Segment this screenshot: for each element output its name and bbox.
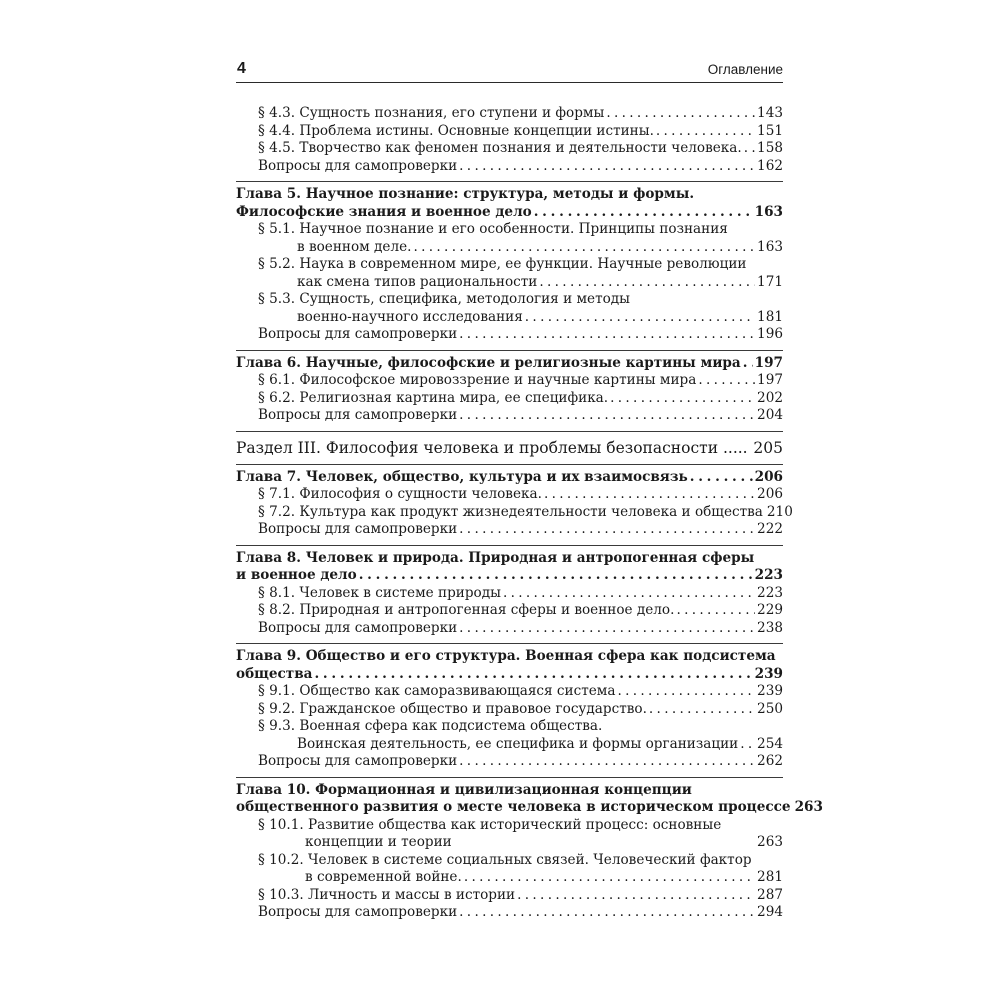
toc-line-text: Вопросы для самопроверки	[258, 753, 458, 769]
toc-block-chapter	[236, 464, 793, 539]
toc-line-text: Глава 8. Человек и природа. Природная и антропогенная сферы	[236, 549, 755, 566]
review-questions-entry[interactable]	[236, 753, 783, 771]
review-questions-entry[interactable]	[236, 326, 783, 344]
toc-page-number: 262	[757, 753, 783, 769]
running-title: Оглавление	[707, 62, 783, 77]
leader-dots	[464, 869, 755, 887]
toc-line-text: § 6.1. Философское мировоззрение и научные картины мира	[258, 372, 697, 388]
toc-page-number: 263	[794, 799, 823, 815]
entry-line	[258, 852, 783, 870]
entry-line	[258, 736, 783, 754]
leader-dots	[676, 602, 755, 620]
toc-line-text: § 8.2. Природная и антропогенная сферы и военное дело.	[258, 602, 675, 618]
toc-page-number: 250	[757, 700, 783, 717]
entry-line	[258, 834, 783, 852]
toc-line-text: военно-научного исследования	[297, 308, 523, 325]
toc-page-number: 229	[757, 602, 783, 618]
toc-page-number: 196	[757, 326, 783, 342]
entry-line	[258, 390, 783, 408]
toc-block-chapter	[236, 545, 783, 638]
paragraph-entry[interactable]	[236, 291, 783, 326]
paragraph-entry[interactable]	[236, 602, 783, 620]
entry-line	[258, 239, 783, 257]
leader-dots	[459, 620, 755, 638]
entry-line	[258, 753, 783, 771]
title-line	[236, 186, 783, 204]
title-line	[236, 782, 783, 800]
entry-line	[258, 158, 783, 176]
leader-dots	[610, 390, 755, 408]
entry-line	[258, 585, 783, 603]
toc-page-number: 151	[757, 122, 783, 139]
review-questions-entry[interactable]	[236, 407, 783, 425]
paragraph-entry[interactable]	[236, 390, 783, 408]
toc-line-text: § 10.3. Личность и массы в истории	[258, 886, 516, 903]
toc-block-chapter	[236, 643, 783, 771]
title-line	[236, 666, 783, 684]
toc-line-text: § 5.1. Научное познание и его особенности. Принципы познания	[258, 221, 728, 237]
leader-dots	[617, 683, 755, 701]
leader-dots	[740, 736, 755, 754]
entry-line	[258, 274, 783, 292]
entry-line	[258, 140, 783, 158]
paragraph-entry[interactable]	[236, 817, 783, 852]
toc-line-text: Философские знания и военное дело	[236, 203, 532, 220]
toc-line-text: в современной войне.	[305, 869, 462, 885]
toc-line-text: Вопросы для самопроверки	[258, 157, 458, 174]
toc-line-text: § 7.2. Культура как продукт жизнедеятельности человека и общества	[258, 503, 763, 520]
entry-line	[258, 326, 783, 344]
table-of-contents	[236, 105, 823, 922]
leader-dots	[544, 486, 755, 504]
chapter-title[interactable]	[236, 550, 783, 585]
entry-line	[258, 309, 783, 327]
toc-line-text: § 4.3. Сущность познания, его ступени и формы	[258, 105, 605, 121]
leader-dots	[750, 438, 752, 458]
toc-line-text: общественного развития о месте человека в историческом процессе	[236, 799, 791, 815]
toc-line-text: Вопросы для самопроверки	[258, 521, 458, 537]
review-questions-entry[interactable]	[236, 904, 783, 922]
toc-page-number: 222	[757, 521, 783, 537]
paragraph-entry[interactable]	[236, 852, 783, 887]
toc-page-number: 197	[754, 354, 783, 371]
toc-page-number: 206	[757, 486, 783, 502]
leader-dots	[459, 158, 755, 176]
title-line	[236, 567, 783, 585]
toc-line-text: Вопросы для самопроверки	[258, 326, 458, 342]
toc-line-text: Раздел III. Философия человека и проблемы безопасности .....	[236, 438, 748, 457]
toc-line-text: Глава 10. Формационная и цивилизационная концепции	[236, 781, 692, 798]
entry-line	[258, 887, 783, 905]
toc-page-number: 202	[757, 389, 783, 406]
toc-line-text: § 9.3. Военная сфера как подсистема общества.	[258, 718, 603, 734]
title-line	[236, 204, 783, 222]
leader-dots	[606, 105, 755, 123]
toc-line-text: § 5.3. Сущность, специфика, методология и методы	[258, 291, 630, 307]
title-line	[236, 355, 783, 373]
leader-dots	[534, 204, 753, 222]
toc-block-section	[236, 431, 783, 458]
entry-line	[258, 123, 783, 141]
toc-block-chapter	[236, 181, 783, 344]
paragraph-entry[interactable]	[236, 123, 783, 141]
paragraph-entry[interactable]	[236, 140, 783, 158]
toc-page-number: 162	[757, 157, 783, 174]
toc-block-entries	[236, 105, 783, 175]
entry-line	[258, 683, 783, 701]
toc-page-number: 163	[757, 238, 783, 255]
leader-dots	[459, 904, 755, 922]
entry-line	[258, 503, 793, 522]
toc-line-text: Воинская деятельность, ее специфика и формы организации	[297, 735, 739, 752]
title-line	[236, 469, 783, 487]
title-line	[236, 799, 823, 817]
leader-dots	[314, 666, 752, 684]
toc-line-text: § 8.1. Человек в системе природы	[258, 584, 501, 601]
section-title[interactable]	[236, 438, 783, 458]
toc-page-number: 254	[757, 735, 783, 752]
toc-page-number: 238	[757, 619, 783, 636]
page-header	[236, 60, 783, 83]
chapter-title[interactable]	[236, 469, 783, 487]
paragraph-entry[interactable]	[236, 486, 783, 504]
chapter-title[interactable]	[236, 781, 823, 817]
leader-dots	[359, 567, 753, 585]
toc-line-text: Вопросы для самопроверки	[258, 407, 458, 423]
toc-line-text: Глава 9. Общество и его структура. Военная сфера как подсистема	[236, 648, 776, 664]
toc-line-text: § 7.1. Философия о сущности человека.	[258, 486, 542, 502]
review-questions-entry[interactable]	[236, 620, 783, 638]
leader-dots	[690, 469, 753, 487]
toc-line-text: Глава 5. Научное познание: структура, методы и формы.	[236, 186, 695, 202]
toc-line-text: § 5.2. Наука в современном мире, ее функции. Научные революции	[258, 256, 747, 272]
toc-line-text: § 10.1. Развитие общества как исторический процесс: основные	[258, 816, 722, 833]
page-number: 4	[237, 60, 246, 77]
leader-dots	[525, 309, 755, 327]
chapter-title[interactable]	[236, 186, 783, 221]
title-line	[236, 550, 783, 568]
title-line	[236, 438, 783, 458]
toc-line-text: общества	[236, 665, 313, 682]
review-questions-entry[interactable]	[236, 158, 783, 176]
entry-line	[258, 620, 783, 638]
toc-block-chapter	[236, 350, 783, 425]
toc-page-number: 206	[754, 468, 783, 485]
toc-page-number: 223	[754, 567, 783, 583]
toc-page-number: 239	[757, 683, 783, 699]
leader-dots	[649, 701, 755, 719]
toc-line-text: Глава 7. Человек, общество, культура и их взаимосвязь	[236, 468, 688, 485]
entry-line	[258, 869, 783, 887]
paragraph-entry[interactable]	[236, 683, 783, 701]
paragraph-entry[interactable]	[236, 585, 783, 603]
leader-dots	[413, 239, 755, 257]
leader-dots	[459, 521, 755, 539]
toc-page-number: 210	[766, 503, 793, 520]
entry-line	[258, 602, 783, 620]
entry-line	[258, 407, 783, 425]
paragraph-entry[interactable]	[236, 256, 783, 291]
toc-line-text: как смена типов рациональности	[297, 273, 538, 290]
toc-line-text: § 4.5. Творчество как феномен познания и деятельности человека.	[258, 140, 742, 156]
toc-page-number: 163	[754, 203, 783, 220]
entry-line	[258, 372, 783, 390]
review-questions-entry[interactable]	[236, 521, 783, 539]
toc-page-number: 287	[757, 886, 783, 903]
toc-line-text: в военном деле.	[297, 238, 412, 255]
toc-line-text: § 9.1. Общество как саморазвивающаяся система	[258, 683, 616, 699]
paragraph-entry[interactable]	[236, 701, 783, 719]
leader-dots	[744, 140, 755, 158]
toc-page-number: 197	[757, 372, 783, 388]
toc-page-number: 143	[757, 105, 783, 121]
toc-line-text: § 6.2. Религиозная картина мира, ее специфика.	[258, 389, 609, 406]
toc-line-text: Вопросы для самопроверки	[258, 619, 458, 636]
paragraph-entry[interactable]	[236, 718, 783, 753]
leader-dots	[517, 887, 755, 905]
paragraph-entry[interactable]	[236, 887, 783, 905]
leader-dots	[459, 407, 755, 425]
paragraph-entry[interactable]	[236, 221, 783, 256]
entry-line	[258, 486, 783, 504]
toc-line-text: и военное дело	[236, 567, 357, 583]
chapter-title[interactable]	[236, 355, 783, 373]
entry-line	[258, 521, 783, 539]
entry-line	[258, 817, 783, 835]
leader-dots	[459, 753, 755, 771]
toc-line-text: § 10.2. Человек в системе социальных связей. Человеческий фактор	[258, 851, 752, 868]
entry-line	[258, 221, 783, 239]
leader-dots	[459, 326, 755, 344]
entry-line	[258, 291, 783, 309]
paragraph-entry[interactable]	[236, 105, 783, 123]
paragraph-entry[interactable]	[236, 503, 793, 522]
toc-page-number: 223	[757, 584, 783, 601]
toc-line-text: § 4.4. Проблема истины. Основные концепции истины.	[258, 122, 654, 139]
entry-line	[258, 105, 783, 123]
toc-line-text: Глава 6. Научные, философские и религиозные картины мира	[236, 354, 741, 371]
leader-dots	[656, 123, 755, 141]
chapter-title[interactable]	[236, 648, 783, 683]
toc-page-number: 294	[757, 904, 783, 920]
toc-page-number: 158	[757, 140, 783, 156]
leader-dots	[743, 355, 753, 373]
leader-dots	[698, 372, 755, 390]
toc-page-number: 204	[757, 407, 783, 423]
entry-line	[258, 904, 783, 922]
entry-line	[258, 718, 783, 736]
toc-page-number: 281	[757, 869, 783, 885]
leader-dots	[503, 585, 755, 603]
toc-line-text: концепции и теории	[305, 834, 452, 850]
toc-block-chapter	[236, 777, 823, 922]
toc-page-number: 205	[753, 438, 783, 457]
toc-page-number: 239	[754, 665, 783, 682]
entry-line	[258, 256, 783, 274]
paragraph-entry[interactable]	[236, 372, 783, 390]
entry-line	[258, 701, 783, 719]
toc-line-text: Вопросы для самопроверки	[258, 904, 458, 920]
toc-page-number: 181	[757, 308, 783, 325]
toc-line-text: § 9.2. Гражданское общество и правовое государство.	[258, 700, 647, 717]
toc-page-number: 171	[757, 273, 783, 290]
leader-dots	[539, 274, 755, 292]
toc-page-number: 263	[757, 834, 783, 850]
title-line	[236, 648, 783, 666]
